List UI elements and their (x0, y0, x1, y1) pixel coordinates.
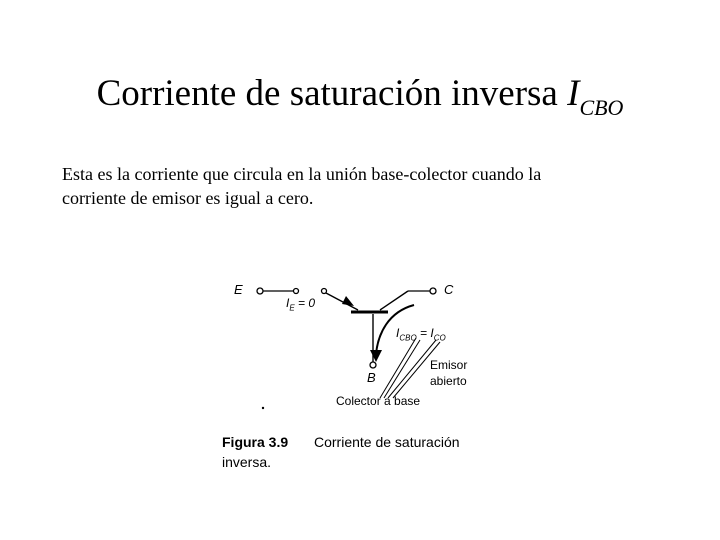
open-switch-contact-left (294, 289, 299, 294)
icbo-equation (396, 326, 446, 342)
collector-terminal (430, 288, 436, 294)
emitter-arm (326, 293, 358, 310)
ie-symbol: I (286, 296, 290, 310)
slide-title (0, 70, 720, 132)
ie-value: = 0 (294, 296, 316, 310)
body-line-1: Esta es la corriente que circula en la unión base-colector cuando la (62, 164, 542, 184)
terminal-c-label: C (444, 282, 454, 297)
body-paragraph (62, 162, 662, 210)
transistor-figure (218, 270, 518, 480)
ie-equation (286, 296, 315, 312)
open-switch-contact-right (322, 289, 327, 294)
emitter-terminal (257, 288, 263, 294)
colector-pointer-1 (380, 338, 416, 398)
colector-base-label: Colector a base (336, 394, 421, 408)
figure-caption-line2: inversa. (222, 454, 272, 470)
colector-pointer-2 (384, 340, 420, 398)
emisor-pointer-1 (388, 340, 436, 398)
icbo-symbol: I (396, 326, 400, 340)
figure-caption-number: Figura 3.9 (222, 434, 289, 450)
ico-equals: = I (416, 326, 434, 340)
ie-subscript: E (289, 303, 295, 313)
icbo-subscript: CBO (399, 333, 417, 343)
icbo-arrow-head (370, 350, 382, 362)
title-current-symbol: I (567, 73, 580, 114)
terminal-b-label: B (367, 370, 376, 385)
title-current-subscript: CBO (579, 95, 624, 120)
ico-subscript: CO (433, 333, 446, 343)
emitter-arrow (342, 296, 354, 306)
stray-dot (262, 407, 264, 409)
slide-title-text: Corriente de saturación inversa (96, 73, 568, 114)
collector-arm (380, 291, 408, 310)
figure-caption-line1: Corriente de saturación (314, 434, 460, 450)
terminal-e-label: E (234, 282, 243, 297)
base-terminal (370, 362, 376, 368)
emisor-label-line1: Emisor (430, 358, 468, 372)
body-line-2: corriente de emisor es igual a cero. (62, 188, 314, 208)
emisor-label-line2: abierto (430, 374, 467, 388)
